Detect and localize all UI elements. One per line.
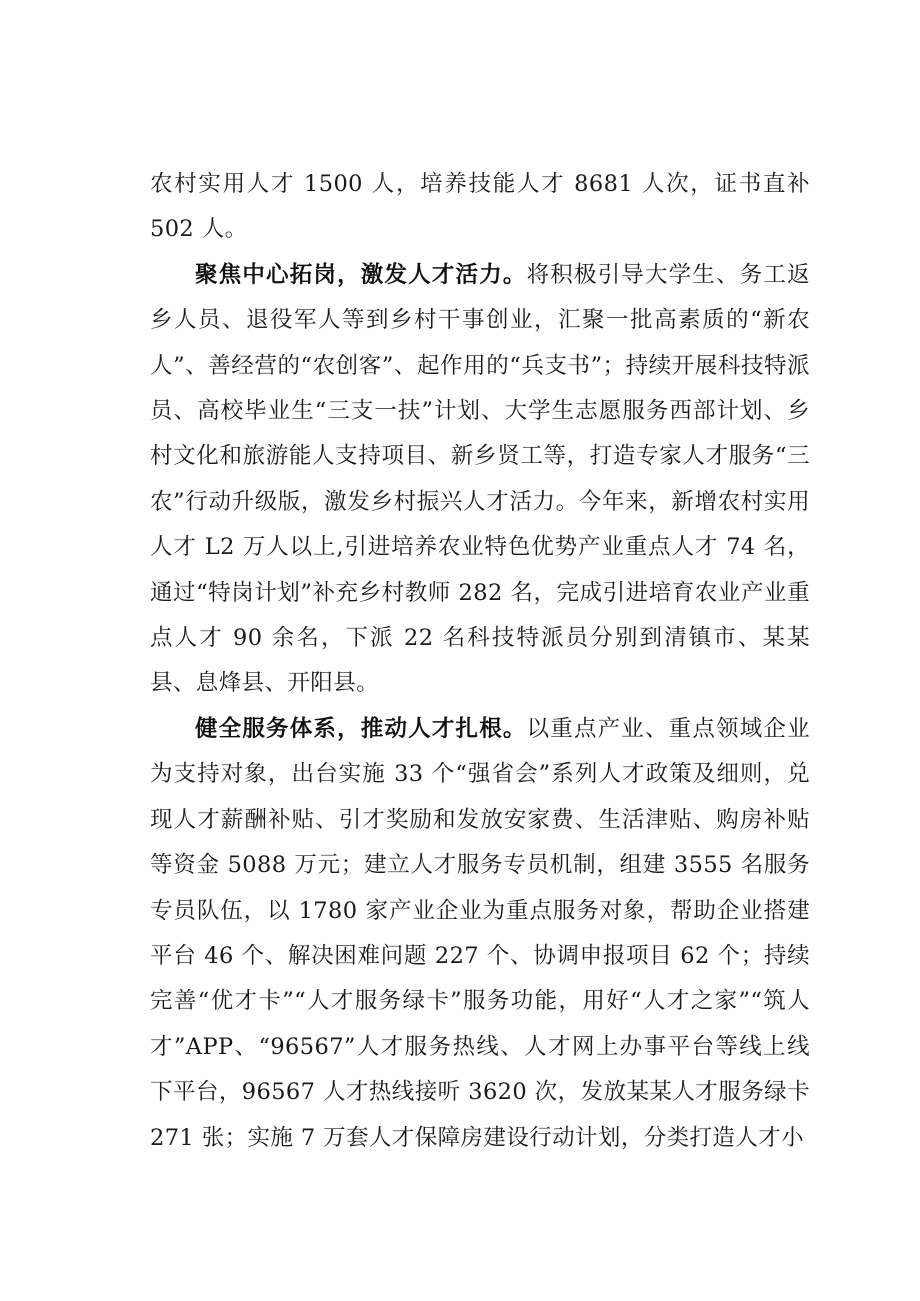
document-body xyxy=(150,162,810,1161)
paragraph-text: 农村实用人才 1500 人，培养技能人才 8681 人次，证书直补 502 人。 xyxy=(150,171,810,243)
paragraph-text: 以重点产业、重点领域企业为支持对象，出台实施 33 个“强省会”系列人才政策及细则，兑现人才薪酬补贴、引才奖励和发放安家费、生活津贴、购房补贴等资金 5088 万元；建立人才服务专员机制，组建 3555 名服务专员队伍，以 1780 家产业企业为重点服务对象，帮助企业搭建平台 46 个、解决困难问题 227 个、协调申报项目 62 个；持续完善“优才卡”“人才服务绿卡”服务功能，用好“人才之家”“筑人才”APP、“96567”人才服务热线、人才网上办事平台等线上线下平台，96567 人才热线接听 3620 次，发放某某人才服务绿卡 271 张；实施 7 万套人才保障房建设行动计划，分类打造人才小 xyxy=(150,715,810,1151)
paragraph-heading: 健全服务体系，推动人才扎根。 xyxy=(195,715,527,742)
paragraph-focus-center xyxy=(150,253,810,707)
paragraph-continuation xyxy=(150,162,810,253)
paragraph-service-system xyxy=(150,707,810,1161)
paragraph-heading: 聚焦中心拓岗，激发人才活力。 xyxy=(195,261,527,288)
paragraph-text: 将积极引导大学生、务工返乡人员、退役军人等到乡村干事创业，汇聚一批高素质的“新农人”、善经营的“农创客”、起作用的“兵支书”；持续开展科技特派员、高校毕业生“三支一扶”计划、大学生志愿服务西部计划、乡村文化和旅游能人支持项目、新乡贤工等，打造专家人才服务“三农”行动升级版，激发乡村振兴人才活力。今年来，新增农村实用人才 L2 万人以上,引进培养农业特色优势产业重点人才 74 名，通过“特岗计划”补充乡村教师 282 名，完成引进培育农业产业重点人才 90 余名，下派 22 名科技特派员分别到清镇市、某某县、息烽县、开阳县。 xyxy=(150,261,810,697)
